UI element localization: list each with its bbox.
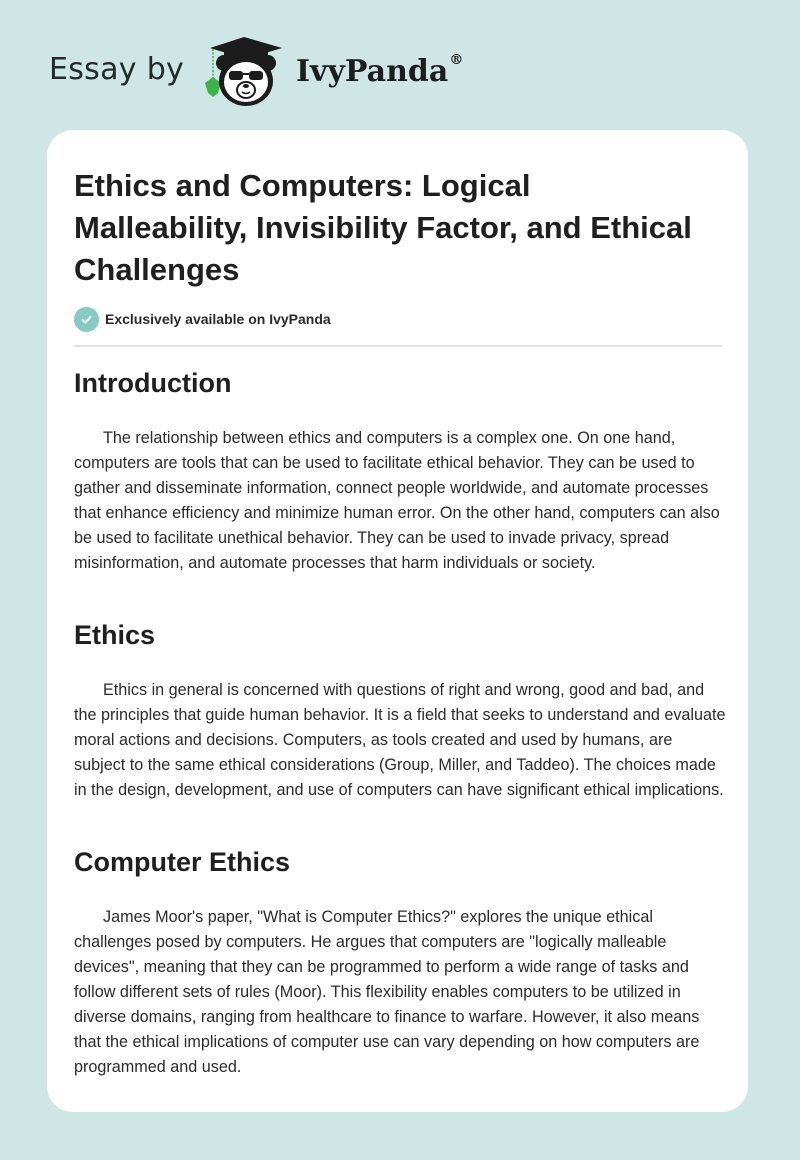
section-heading-ethics: Ethics	[74, 620, 156, 650]
section-body-ethics: Ethics in general is concerned with questions of right and wrong, good and bad, and the principles that guide human behavior. It is a field that seeks to understand and evaluate moral actions and decisions. Computers, as tools created and used by humans, are subject to the same ethical considerations (Group, Miller, and Taddeo). The choices made in the design, development, and use of computers can have significant ethical implications.	[74, 681, 726, 799]
section-body-computer-ethics: James Moor's paper, "What is Computer Ethics?" explores the unique ethical challenges posed by computers. He argues that computers are "logically malleable devices", meaning that they can be programmed to perform a wide range of tasks and follow different sets of rules (Moor). This flexibility enables computers to be utilized in diverse domains, ranging from healthcare to finance to warfare. However, it also means that the ethical implications of computer use can vary depending on how computers are programmed and used.	[74, 908, 700, 1076]
section-body-introduction: The relationship between ethics and computers is a complex one. On one hand, computers are tools that can be used to facilitate ethical behavior. They can be used to gather and disseminate information, connect people worldwide, and automate processes that enhance efficiency and minimize human error. On the other hand, computers can also be used to facilitate unethical behavior. They can be used to invade privacy, spread misinformation, and automate processes that harm individuals or society.	[74, 429, 720, 572]
page-title: Ethics and Computers: Logical Malleability, Invisibility Factor, and Ethical Challenges	[74, 168, 692, 287]
registered-mark: ®	[449, 52, 464, 68]
exclusive-badge	[74, 306, 331, 332]
site-header	[0, 0, 800, 130]
essay-by-label: Essay by	[49, 52, 185, 87]
brand-name[interactable]	[296, 54, 463, 89]
panda-graduation-cap-icon[interactable]	[200, 35, 292, 109]
brand-text: IvyPanda	[296, 54, 449, 89]
section-heading-computer-ethics: Computer Ethics	[74, 847, 291, 877]
check-circle-icon	[74, 307, 99, 332]
section-heading-introduction: Introduction	[74, 368, 232, 398]
divider	[74, 345, 722, 347]
badge-text: Exclusively available on IvyPanda	[105, 311, 331, 327]
essay-card	[47, 130, 748, 1112]
